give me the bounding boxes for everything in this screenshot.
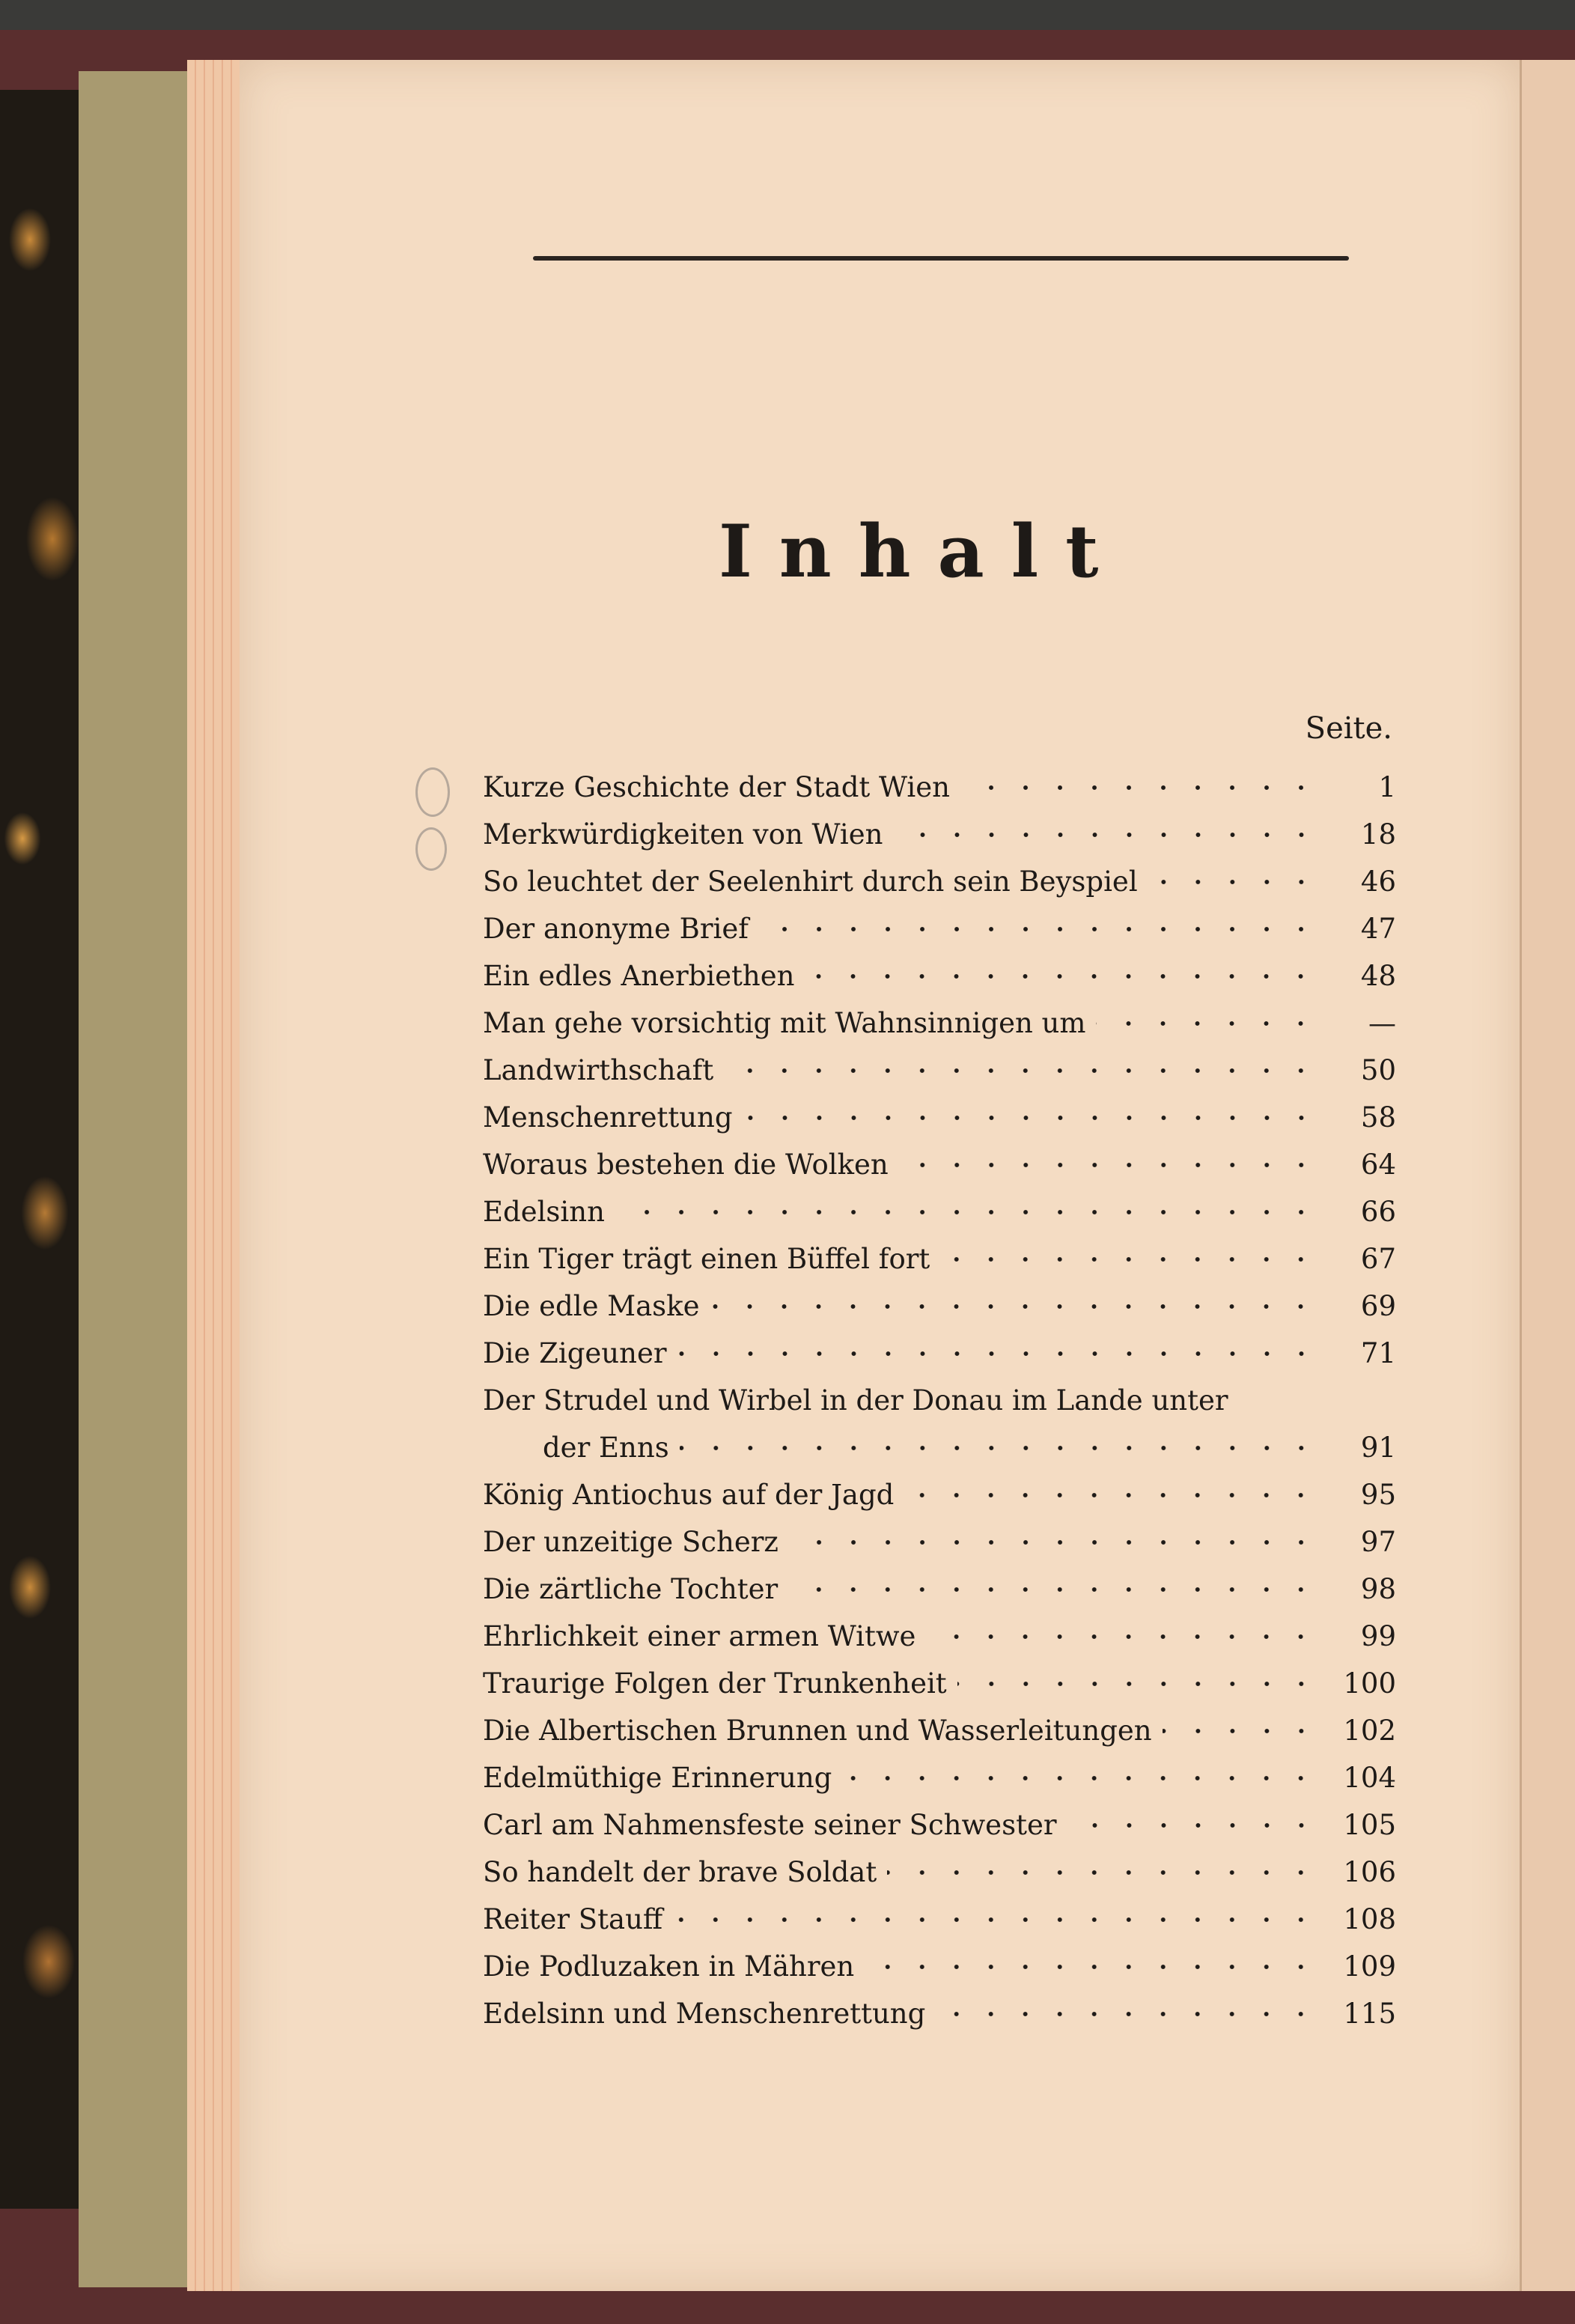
toc-entry-page: 102 [1343,1715,1396,1747]
toc-entry-title: Der anonyme Brief [483,913,749,945]
toc-entry-title: Der unzeitige Scherz [483,1526,779,1558]
toc-entry [483,1943,1396,1990]
leader-dots [710,1292,1318,1321]
leader-dots [1096,1009,1318,1038]
toc-entry-page: 104 [1343,1762,1396,1794]
toc-entry-title: Die Zigeuner [483,1337,667,1369]
toc-entry-page: 46 [1360,866,1396,898]
toc-entry [483,1094,1396,1141]
toc-entry-title: Traurige Folgen der Trunkenheit [483,1667,947,1700]
leader-dots [1148,867,1318,897]
toc-entry [483,1660,1396,1707]
toc-entry-title: Kurze Geschichte der Stadt Wien [483,771,950,803]
toc-entry-continuation [483,1424,1396,1471]
toc-entry-page: 108 [1343,1903,1396,1935]
leader-dots [805,961,1318,991]
page-column-label: Seite. [1305,711,1392,746]
toc-entry-title: Menschenrettung [483,1101,733,1134]
toc-entry [483,1518,1396,1566]
toc-entry [483,1330,1396,1377]
toc-entry [483,1235,1396,1283]
toc-entry-title: Ehrlichkeit einer armen Witwe [483,1620,916,1652]
toc-entry-page: 67 [1360,1243,1396,1275]
leader-dots [899,1150,1318,1180]
toc-entry [483,1188,1396,1235]
toc-entry [483,1801,1396,1849]
toc-entry-page: 106 [1343,1856,1396,1888]
toc-entry-title: Reiter Stauff [483,1903,663,1935]
leader-dots [789,1527,1318,1557]
toc-entry-title: Die edle Maske [483,1290,700,1322]
toc-entry-title: Edelsinn und Menschenrettung [483,1998,926,2030]
toc-entry [483,1283,1396,1330]
toc-entry-title: Carl am Nahmensfeste seiner Schwester [483,1809,1057,1841]
toc-entry-title: Man gehe vorsichtig mit Wahnsinnigen um [483,1007,1086,1039]
toc-entry-title: Woraus bestehen die Wolken [483,1149,889,1181]
page-title: Inhalt [719,509,1126,594]
toc-entry [483,1896,1396,1943]
pencil-circle-mark [415,767,450,817]
toc-entry-title: Edelmüthige Erinnerung [483,1762,832,1794]
toc-entry [483,1754,1396,1801]
facing-page-edge [1520,60,1575,2291]
toc-entry-page: 48 [1360,960,1396,992]
leader-dots [615,1197,1318,1227]
toc-entry-title: Die zärtliche Tochter [483,1573,779,1605]
toc-entry-title: Merkwürdigkeiten von Wien [483,818,883,851]
leader-dots [940,1244,1318,1274]
toc-entry [483,1377,1396,1424]
leader-dots [936,1999,1318,2029]
toc-entry [483,1566,1396,1613]
toc-entry-page: 95 [1360,1479,1396,1511]
toc-entry-page: 105 [1343,1809,1396,1841]
toc-entry-page: 1 [1378,771,1396,803]
toc-entry-page: 91 [1360,1432,1396,1464]
toc-entry-page: 71 [1360,1337,1396,1369]
leader-dots [673,1905,1318,1935]
toc-entry [483,952,1396,1000]
toc-entry-title: Die Albertischen Brunnen und Wasserleitungen [483,1715,1152,1747]
leader-dots [1163,1716,1318,1746]
toc-entry-title: Ein Tiger trägt einen Büffel fort [483,1243,930,1275]
toc-entry [483,1990,1396,2037]
toc-entry-page: 50 [1360,1054,1396,1086]
leader-dots [1067,1810,1318,1840]
toc-entry-page: — [1368,1007,1396,1039]
toc-entry [483,858,1396,905]
toc-entry-page: 18 [1360,818,1396,851]
toc-entry-page: 99 [1360,1620,1396,1652]
toc-entry [483,1141,1396,1188]
marbled-board [0,90,82,2209]
leader-dots [842,1763,1318,1793]
toc-entry-title: Ein edles Anerbiethen [483,960,795,992]
leader-dots [680,1433,1318,1463]
toc-entry-title: der Enns [543,1432,669,1464]
toc-entry-title: Die Podluzaken in Mähren [483,1950,855,1983]
toc-entry-page: 47 [1360,913,1396,945]
toc-entry [483,905,1396,952]
toc-entry [483,764,1396,811]
leader-dots [894,820,1319,850]
pencil-circle-mark [415,827,447,871]
toc-entry-title: So handelt der brave Soldat [483,1856,877,1888]
toc-entry [483,1471,1396,1518]
leader-dots [926,1622,1318,1652]
toc-entry-title: Edelsinn [483,1196,605,1228]
toc-entry-page: 109 [1343,1950,1396,1983]
toc-entry-title: Landwirthschaft [483,1054,714,1086]
leader-dots [788,1575,1318,1604]
toc-entry-page: 69 [1360,1290,1396,1322]
toc-entry-page: 98 [1360,1573,1396,1605]
leader-dots [904,1480,1318,1510]
toc-entry-page: 64 [1360,1149,1396,1181]
toc-entry-page: 58 [1360,1101,1396,1134]
leader-dots [759,914,1318,944]
toc-entry-title: König Antiochus auf der Jagd [483,1479,895,1511]
toc-entry [483,1047,1396,1094]
toc-entry-title: Der Strudel und Wirbel in der Donau im Lande unter [483,1384,1228,1417]
leader-dots [960,773,1318,803]
toc-entry-page: 97 [1360,1526,1396,1558]
toc-entry-title: So leuchtet der Seelenhirt durch sein Beyspiel [483,866,1138,898]
leader-dots [743,1103,1318,1133]
leader-dots [957,1669,1318,1699]
toc-entry [483,1849,1396,1896]
toc-entry-page: 115 [1343,1998,1396,2030]
toc-entry [483,1707,1396,1754]
table-of-contents [483,764,1396,2037]
toc-entry [483,811,1396,858]
leader-dots [887,1858,1318,1888]
toc-entry [483,1613,1396,1660]
leader-dots [865,1952,1318,1982]
toc-entry [483,1000,1396,1047]
toc-entry-page: 66 [1360,1196,1396,1228]
top-rule [533,256,1349,261]
toc-entry-page: 100 [1343,1667,1396,1700]
leader-dots [724,1056,1318,1086]
leader-dots [677,1339,1318,1369]
